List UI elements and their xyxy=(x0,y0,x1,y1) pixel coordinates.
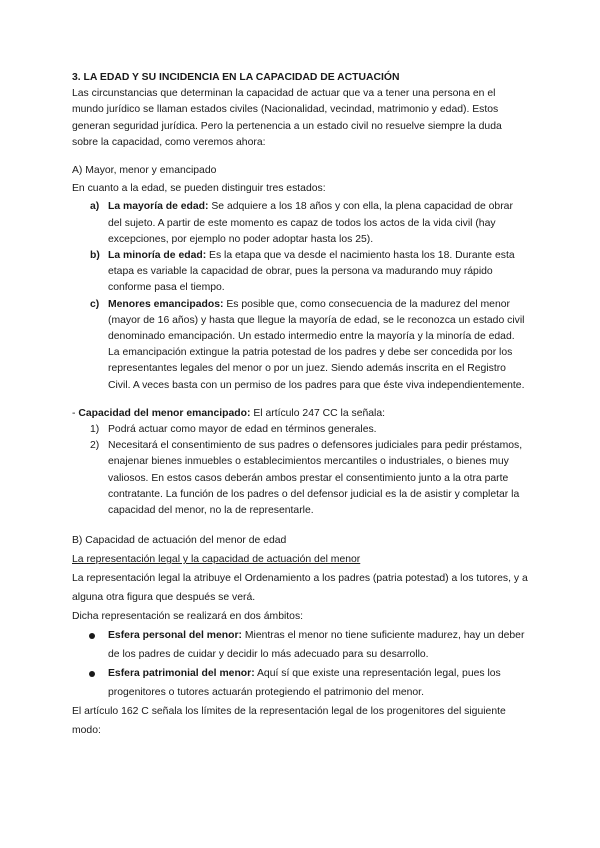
section-b-para1: La representación legal la atribuye el Ordenamiento a los padres (patria potestad) a los tutores, y a alguna otra figura que después se verá. xyxy=(72,573,528,604)
list-item xyxy=(72,199,528,248)
dash-prefix: - xyxy=(72,407,79,419)
age-states-list xyxy=(72,199,528,393)
item-term: La mayoría de edad: xyxy=(108,201,209,213)
capacity-heading xyxy=(72,406,528,422)
item-text: Necesitará el consentimiento de sus padres o defensores judiciales para pedir préstamos, enajenar bienes inmuebles o establecimientos mercantiles o industriales, o bienes muy valiosos. En estos casos deberán ambos prestar el consentimiento junto a la otra parte contratante. La función de los padres o del defensor judicial es la de asistir y completar la capacidad del menor, no la de representarle. xyxy=(108,440,523,517)
bullet-icon xyxy=(89,671,95,677)
list-marker: b) xyxy=(90,250,100,262)
list-item xyxy=(72,297,528,394)
document-page xyxy=(72,70,528,740)
list-item xyxy=(72,422,528,438)
section-a-heading: A) Mayor, menor y emancipado xyxy=(72,165,217,177)
section-b-subheading: La representación legal y la capacidad de actuación del menor xyxy=(72,554,361,566)
list-marker: 2) xyxy=(90,440,100,452)
list-marker: 1) xyxy=(90,424,100,436)
section-b-heading: B) Capacidad de actuación del menor de edad xyxy=(72,535,287,547)
item-text: Aquí sí que existe una representación legal, pues los progenitores o tutores actuarán protegiendo el patrimonio del menor. xyxy=(108,668,501,699)
section-title: 3. LA EDAD Y SU INCIDENCIA EN LA CAPACIDAD DE ACTUACIÓN xyxy=(72,72,400,83)
item-term: La minoría de edad: xyxy=(108,250,207,262)
bullet-icon xyxy=(89,633,95,639)
spheres-list xyxy=(72,626,528,702)
item-text: Es la etapa que va desde el nacimiento hasta los 18. Durante esta etapa es variable la capacidad de obrar, pues la persona va madurando muy rápido conforme pasa el tiempo. xyxy=(108,250,515,294)
list-item xyxy=(72,248,528,297)
item-text: Se adquiere a los 18 años y con ella, la plena capacidad de obrar del sujeto. A partir de este momento es capaz de todos los actos de la vida civil (hay excepciones, por ejemplo no poder adoptar hasta los 25). xyxy=(108,201,513,245)
section-a-lead: En cuanto a la edad, se pueden distinguir tres estados: xyxy=(72,183,326,195)
item-text: Mientras el menor no tiene suficiente madurez, hay un deber de los padres de cuidar y decidir lo más adecuado para su desarrollo. xyxy=(108,630,525,661)
list-marker: a) xyxy=(90,201,100,213)
capacity-text: El artículo 247 CC la señala: xyxy=(250,407,386,419)
item-term: Esfera patrimonial del menor: xyxy=(108,668,255,680)
section-b xyxy=(72,531,528,740)
intro-paragraph: Las circunstancias que determinan la capacidad de actuar que va a tener una persona en el mundo jurídico se llaman estados civiles (Nacionalidad, vecindad, matrimonio y edad). Estos generan seguridad jurídica. Pero la pertenencia a un estado civil no resuelve siempre la duda sobre la capacidad, como veremos ahora: xyxy=(72,88,502,148)
item-text: Podrá actuar como mayor de edad en términos generales. xyxy=(108,424,377,436)
capacity-term: Capacidad del menor emancipado: xyxy=(78,407,251,419)
list-marker: c) xyxy=(90,298,100,310)
capacity-list xyxy=(72,422,528,519)
list-item xyxy=(72,664,528,702)
item-text: Es posible que, como consecuencia de la madurez del menor (mayor de 16 años) y hasta que llegue la mayoría de edad, se le reconozca un estado civil denominado emancipación. Un estado intermedio entre la mayoría y la minoría de edad. La emancipación extingue la patria potestad de los padres y debe ser concedida por los representantes legales del menor o por un juez. Siendo además inscrita en el Registro Civil. A veces basta con un permiso de los padres para que éste viva independientemente. xyxy=(108,298,525,391)
item-term: Esfera personal del menor: xyxy=(108,630,242,642)
section-b-para2: Dicha representación se realizará en dos ámbitos: xyxy=(72,611,304,623)
item-term: Menores emancipados: xyxy=(108,298,224,310)
section-b-closing: El artículo 162 C señala los límites de la representación legal de los progenitores del siguiente modo: xyxy=(72,706,506,737)
list-item xyxy=(72,438,528,519)
list-item xyxy=(72,626,528,664)
